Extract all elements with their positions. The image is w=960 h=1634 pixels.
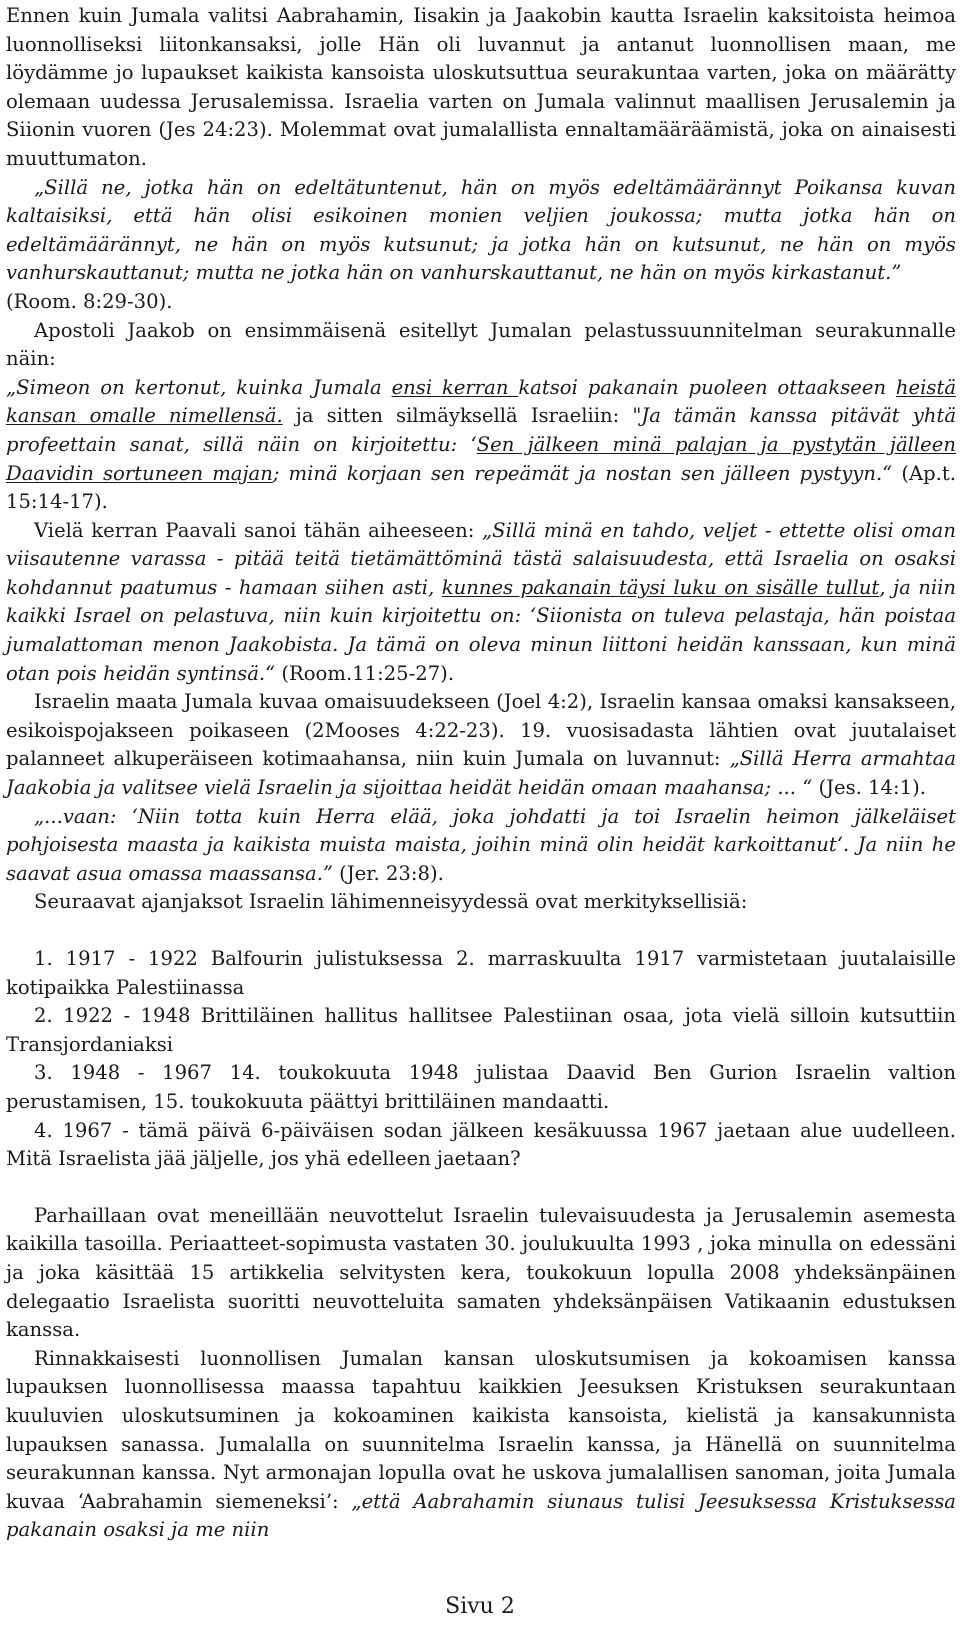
paragraph-intro: Ennen kuin Jumala valitsi Aabrahamin, Iisakin ja Jaakobin kautta Israelin kaksitoista heimoa luonnolliseksi liitonkansaksi, jolle Hän oli luvannut ja antanut luonnollisen maan, me löydämme jo lupaukset kaikista kansoista uloskutsuttua seurakuntaa varten, joka on määrätty olemaan uudessa Jerusalemissa. Israelia varten on Jumala valinnut maallisen Jerusalemin ja Siionin vuoren (Jes 24:23). Molemmat ovat jumalallista ennaltamääräämistä, joka on ainaisesti muuttumaton. bbox=[6, 4, 956, 170]
paragraph-periods-intro: Seuraavat ajanjaksot Israelin lähimenneisyydessä ovat merkityksellisiä: bbox=[34, 890, 748, 914]
quote-acts-part: „Simeon on kertonut, kuinka Jumala bbox=[6, 375, 392, 399]
quote-galatians: „että Aabrahamin siunaus tulisi Jeesuksessa Kristuksessa pakanain osaksi ja me niin bbox=[6, 1489, 956, 1542]
underlined-phrase: kunnes pakanain täysi luku on sisälle tullut bbox=[441, 575, 880, 599]
quote-isaiah-14: „Sillä Herra armahtaa Jaakobia ja valitsee vielä Israelin ja sijoittaa heidät heidän omaan maahansa; ... “ bbox=[6, 747, 956, 800]
quote-jeremiah-23: „...vaan: ‘Niin totta kuin Herra elää, joka johdatti ja toi Israelin heimon jälkeläiset pohjoisesta maasta ja kaikista muista maista, joihin minä olin heidät karkoittanut‘. Ja niin he saavat asua omassa maassansa.” bbox=[6, 804, 956, 885]
quote-acts-part: ja sitten silmäyksellä Israeliin: " bbox=[282, 404, 642, 428]
quote-acts-part: katsoi pakanain puoleen ottaakseen bbox=[518, 375, 896, 399]
list-item: 3. 1948 - 1967 14. toukokuuta 1948 julistaa Daavid Ben Gurion Israelin valtion perustamisen, 15. toukokuuta päättyi brittiläinen mandaatti. bbox=[6, 1061, 956, 1113]
paragraph-paavali bbox=[6, 517, 956, 689]
paragraph-paavali-intro: Vielä kerran Paavali sanoi tähän aiheeseen: bbox=[34, 518, 483, 542]
underlined-phrase: Sen jälkeen minä palajan ja pystytän jälleen Daavidin sortuneen majan bbox=[6, 432, 956, 485]
reference-isaiah-14: (Jes. 14:1). bbox=[812, 776, 926, 800]
quote-romans-11-part: , ja niin kaikki Israel on pelastuva, niin kuin kirjoitettu on: ‘Siionista on tuleva pelastaja, hän poistaa jumalattoman menon Jaakobista. Ja tämä on oleva minun liittoni heidän kanssaan, kun minä otan pois heidän syntinsä.“ bbox=[6, 575, 957, 685]
list-item: 4. 1967 - tämä päivä 6-päiväisen sodan jälkeen kesäkuussa 1967 jaetaan alue uudelleen. Mitä Israelista jää jäljelle, jos yhä edelleen jaetaan? bbox=[6, 1118, 956, 1171]
quote-romans-8: „Sillä ne, jotka hän on edeltätuntenut, hän on myös edeltämäärännyt Poikansa kuvan kaltaisiksi, että hän olisi esikoinen monien veljien joukossa; mutta jotka hän on edeltämäärännyt, ne hän on myös kutsunut; ja jotka hän on kutsunut, ne hän on myös vanhurskauttanut; mutta ne jotka hän on vanhurskauttanut, ne hän on myös kirkastanut.” bbox=[6, 175, 956, 285]
body-text bbox=[6, 2, 956, 1545]
reference-romans-11: (Room.11:25-27). bbox=[275, 661, 455, 685]
underlined-phrase: heistä kansan omalle nimellensä. bbox=[6, 375, 957, 428]
paragraph-israel-land-text: Israelin maata Jumala kuvaa omaisuudekseen (Joel 4:2), Israelin kansaa omaksi kansakseen, esikoispojakseen poikaseen (2Mooses 4:22-23). 19. vuosisadasta lähtien ovat juutalaiset palanneet alkuperäiseen kotimaahansa, niin kuin Jumala on luvannut: bbox=[6, 690, 956, 771]
paragraph-parallel bbox=[6, 1345, 956, 1545]
quote-acts-part: Ja tämän kanssa pitävät yhtä profeettain sanat, sillä näin on kirjoitettu: ‘ bbox=[6, 404, 956, 456]
reference-acts-15: (Ap.t. 15:14-17). bbox=[6, 461, 956, 514]
paragraph-negotiations: Parhaillaan ovat meneillään neuvottelut Israelin tulevaisuudesta ja Jerusalemin asemesta kaikilla tasoilla. Periaatteet-sopimusta vastaten 30. joulukuulta 1993 , joka minulla on edessäni ja joka käsittää 15 artikkelia selvitysten kera, toukokuun lopulla 2008 yhdeksänpäinen delegaatio Israelista suoritti neuvotteluita samaten yhdeksänpäisen Vatikaanin edustuksen kanssa. bbox=[6, 1203, 956, 1342]
quote-acts-part: ; minä korjaan sen repeämät ja nostan sen jälleen pystyyn.“ bbox=[272, 461, 893, 485]
reference-romans-8: (Room. 8:29-30). bbox=[6, 289, 173, 313]
paragraph-jeremiah bbox=[6, 803, 956, 889]
reference-jeremiah-23: (Jer. 23:8). bbox=[332, 861, 444, 885]
page-number: Sivu 2 bbox=[445, 1594, 515, 1619]
paragraph-israel-land bbox=[6, 688, 956, 802]
list-item: 2. 1922 - 1948 Brittiläinen hallitus hallitsee Palestiinan osaa, jota vielä silloin kutsuttiin Transjordaniaksi bbox=[6, 1004, 956, 1056]
spacer bbox=[6, 1174, 956, 1202]
period-list bbox=[6, 945, 956, 1174]
underlined-phrase: ensi kerran bbox=[391, 375, 519, 399]
paragraph-jaakob: Apostoli Jaakob on ensimmäisenä esitellyt Jumalan pelastussuunnitelman seurakunnalle näin: bbox=[6, 318, 956, 371]
list-item: 1. 1917 - 1922 Balfourin julistuksessa 2. marraskuulta 1917 varmistetaan juutalaisille kotipaikka Palestiinassa bbox=[6, 947, 956, 999]
quote-romans-11-part: „Sillä minä en tahdo, veljet - ettette olisi oman viisautenne varassa - pitää teitä tietämättöminä tästä salaisuudesta, että Israelia on osaksi kohdannut paatumus - hamaan siihen asti, bbox=[6, 518, 956, 599]
paragraph-parallel-text: Rinnakkaisesti luonnollisen Jumalan kansan uloskutsumisen ja kokoamisen kanssa lupauksen luonnollisessa maassa tapahtuu kaikkien Jeesuksen Kristuksen seurakuntaan kuuluvien uloskutsuminen ja kokoaminen kaikista kansoista, kielistä ja kansakunnista lupauksen sanassa. Jumalalla on suunnitelma Israelin kanssa, ja Hänellä on suunnitelma seurakunnan kanssa. Nyt armonajan lopulla ovat he uskova jumalallisen sanoman, joita Jumala kuvaa ‘Aabrahamin siemeneksi’: bbox=[6, 1346, 956, 1513]
quote-acts-15 bbox=[6, 374, 956, 517]
spacer bbox=[6, 917, 956, 945]
